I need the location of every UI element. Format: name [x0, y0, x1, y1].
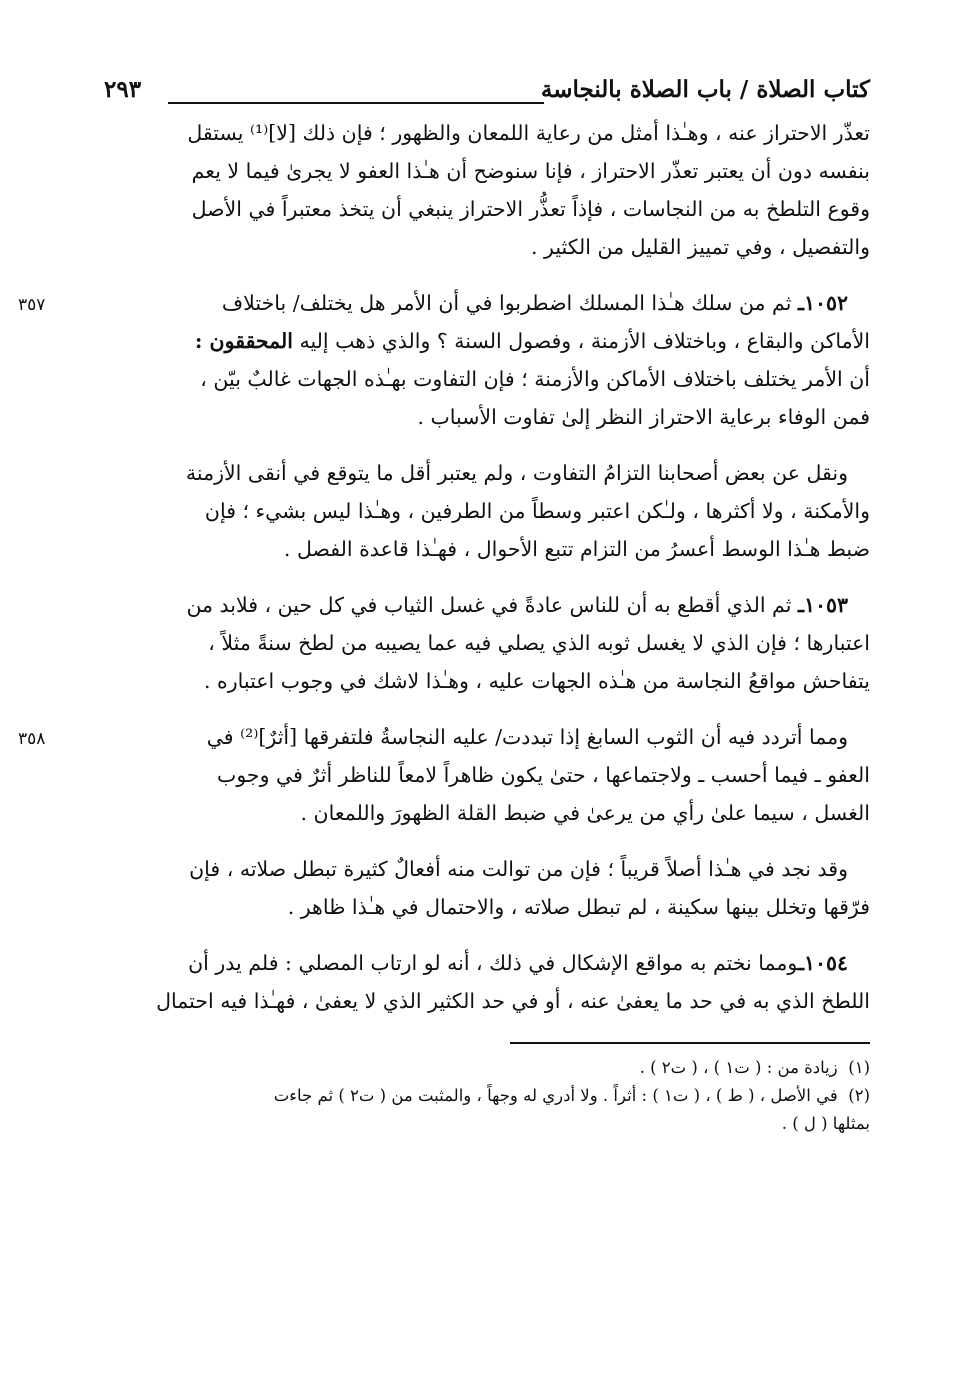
- text-line: وقد نجد في هـٰذا أصلاً قريباً ؛ فإن من توالت منه أفعالٌ كثيرة تبطل صلاته ، فإن: [189, 857, 848, 881]
- margin-folio-number: ٣٥٨: [18, 729, 46, 749]
- footnote: [90, 1054, 870, 1082]
- margin-folio-number: ٣٥٧: [18, 295, 46, 315]
- text-line: اعتبارها ؛ فإن الذي لا يغسل ثوبه الذي يصلي فيه عما يصيبه من لطخ سنةً مثلاً ،: [208, 631, 870, 655]
- text-line: [90, 586, 870, 624]
- paragraph-1052: [18, 284, 870, 436]
- paragraph: [90, 454, 870, 568]
- running-head: [90, 70, 870, 114]
- text-segment: ثم من سلك هـٰذا المسلك اضطربوا في أن الأمر هل يختلف/ باختلاف: [221, 291, 792, 315]
- paragraph: [90, 850, 870, 926]
- footnote: [90, 1082, 870, 1138]
- paragraph-number: ١٠٥٣ـ: [797, 593, 848, 617]
- document-page: [18, 70, 870, 1138]
- text-line: [90, 284, 870, 322]
- page-number: ٢٩٣: [104, 76, 142, 103]
- text-line: الغسل ، سيما علىٰ رأي من يرعىٰ في ضبط القلة الظهورَ واللمعان .: [300, 801, 870, 825]
- text-line: [90, 322, 870, 360]
- paragraph: [18, 718, 870, 832]
- footnote-line: [90, 1054, 870, 1082]
- paragraph: [90, 114, 870, 266]
- text-line: بنفسه دون أن يعتبر تعذّر الاحتراز ، فإنا سنوضح أن هـٰذا العفو لا يجرىٰ فيما لا يعم: [191, 159, 870, 183]
- text-line: يتفاحش مواقعُ النجاسة من هـٰذه الجهات عليه ، وهـٰذا لاشك في وجوب اعتباره .: [203, 669, 870, 693]
- text-line: فرّقها وتخلل بينها سكينة ، لم تبطل صلاته ، والاحتمال في هـٰذا ظاهر .: [287, 895, 870, 919]
- paragraph-1053: [90, 586, 870, 700]
- paragraph-1054: [90, 944, 870, 1020]
- text-line: والأمكنة ، ولا أكثرها ، ولـٰكن اعتبر وسطاً من الطرفين ، وهـٰذا ليس بشيء ؛ فإن: [204, 499, 870, 523]
- footnote-line: [90, 1082, 870, 1110]
- text-line: والتفصيل ، وفي تمييز القليل من الكثير .: [530, 235, 870, 259]
- text-line: ضبط هـٰذا الوسط أعسرُ من التزام تتبع الأحوال ، فهـٰذا قاعدة الفصل .: [283, 537, 870, 561]
- text-line: وقوع التلطخ به من النجاسات ، فإذاً تعذُّر الاحتراز ينبغي أن يتخذ معتبراً في الأصل: [191, 197, 870, 221]
- footnotes: [90, 1054, 870, 1138]
- text-segment: الأماكن والبقاع ، وباختلاف الأزمنة ، وفصول السنة ؟ والذي ذهب إليه: [299, 329, 870, 353]
- chapter-title: كتاب الصلاة / باب الصلاة بالنجاسة: [540, 76, 870, 103]
- footnote-text: زيادة من : ( ت١ ) ، ( ت٢ ) .: [639, 1058, 838, 1077]
- text-line: تعذّر الاحتراز عنه ، وهـٰذا أمثل من رعاية اللمعان والظهور ؛ فإن ذلك [لا]⁽¹⁾ يستقل: [187, 121, 870, 145]
- text-line: [90, 944, 870, 982]
- footnote-line: بمثلها ( ل ) .: [781, 1114, 870, 1133]
- text-line: ومما أتردد فيه أن الثوب السابغ إذا تبددت/ عليه النجاسةُ فلتفرقها [أثرٌ]⁽²⁾ في: [206, 725, 848, 749]
- text-segment: ثم الذي أقطع به أن للناس عادةً في غسل الثياب في كل حين ، فلابد من: [186, 593, 792, 617]
- text-line: أن الأمر يختلف باختلاف الأماكن والأزمنة ؛ فإن التفاوت بهـٰذه الجهات غالبٌ بيّن ،: [200, 367, 870, 391]
- main-text: [18, 114, 870, 1020]
- footnote-number: (٢): [848, 1086, 870, 1105]
- text-line: العفو ـ فيما أحسب ـ ولاجتماعها ، حتىٰ يكون ظاهراً لامعاً للناظر أثرٌ في وجوب: [217, 763, 870, 787]
- footnote-text: في الأصل ، ( ط ) ، ( ت١ ) : أثراً . ولا أدري له وجهاً ، والمثبت من ( ت٢ ) ثم جاءت: [273, 1086, 838, 1105]
- text-segment: ومما نختم به مواقع الإشكال في ذلك ، أنه لو ارتاب المصلي : فلم يدر أن: [188, 951, 798, 975]
- text-line: اللطخ الذي به في حد ما يعفىٰ عنه ، أو في حد الكثير الذي لا يعفىٰ ، فهـٰذا فيه احتمال: [156, 989, 870, 1013]
- emphasized-word: المحققون :: [194, 329, 293, 353]
- text-line: فمن الوفاء برعاية الاحتراز النظر إلىٰ تفاوت الأسباب .: [417, 405, 870, 429]
- text-line: ونقل عن بعض أصحابنا التزامُ التفاوت ، ولم يعتبر أقل ما يتوقع في أنقى الأزمنة: [185, 461, 848, 485]
- paragraph-number: ١٠٥٤ـ: [797, 951, 848, 975]
- paragraph-number: ١٠٥٢ـ: [797, 291, 848, 315]
- footnote-number: (١): [848, 1058, 870, 1077]
- header-rule: [168, 102, 544, 104]
- footnote-rule: [510, 1042, 870, 1044]
